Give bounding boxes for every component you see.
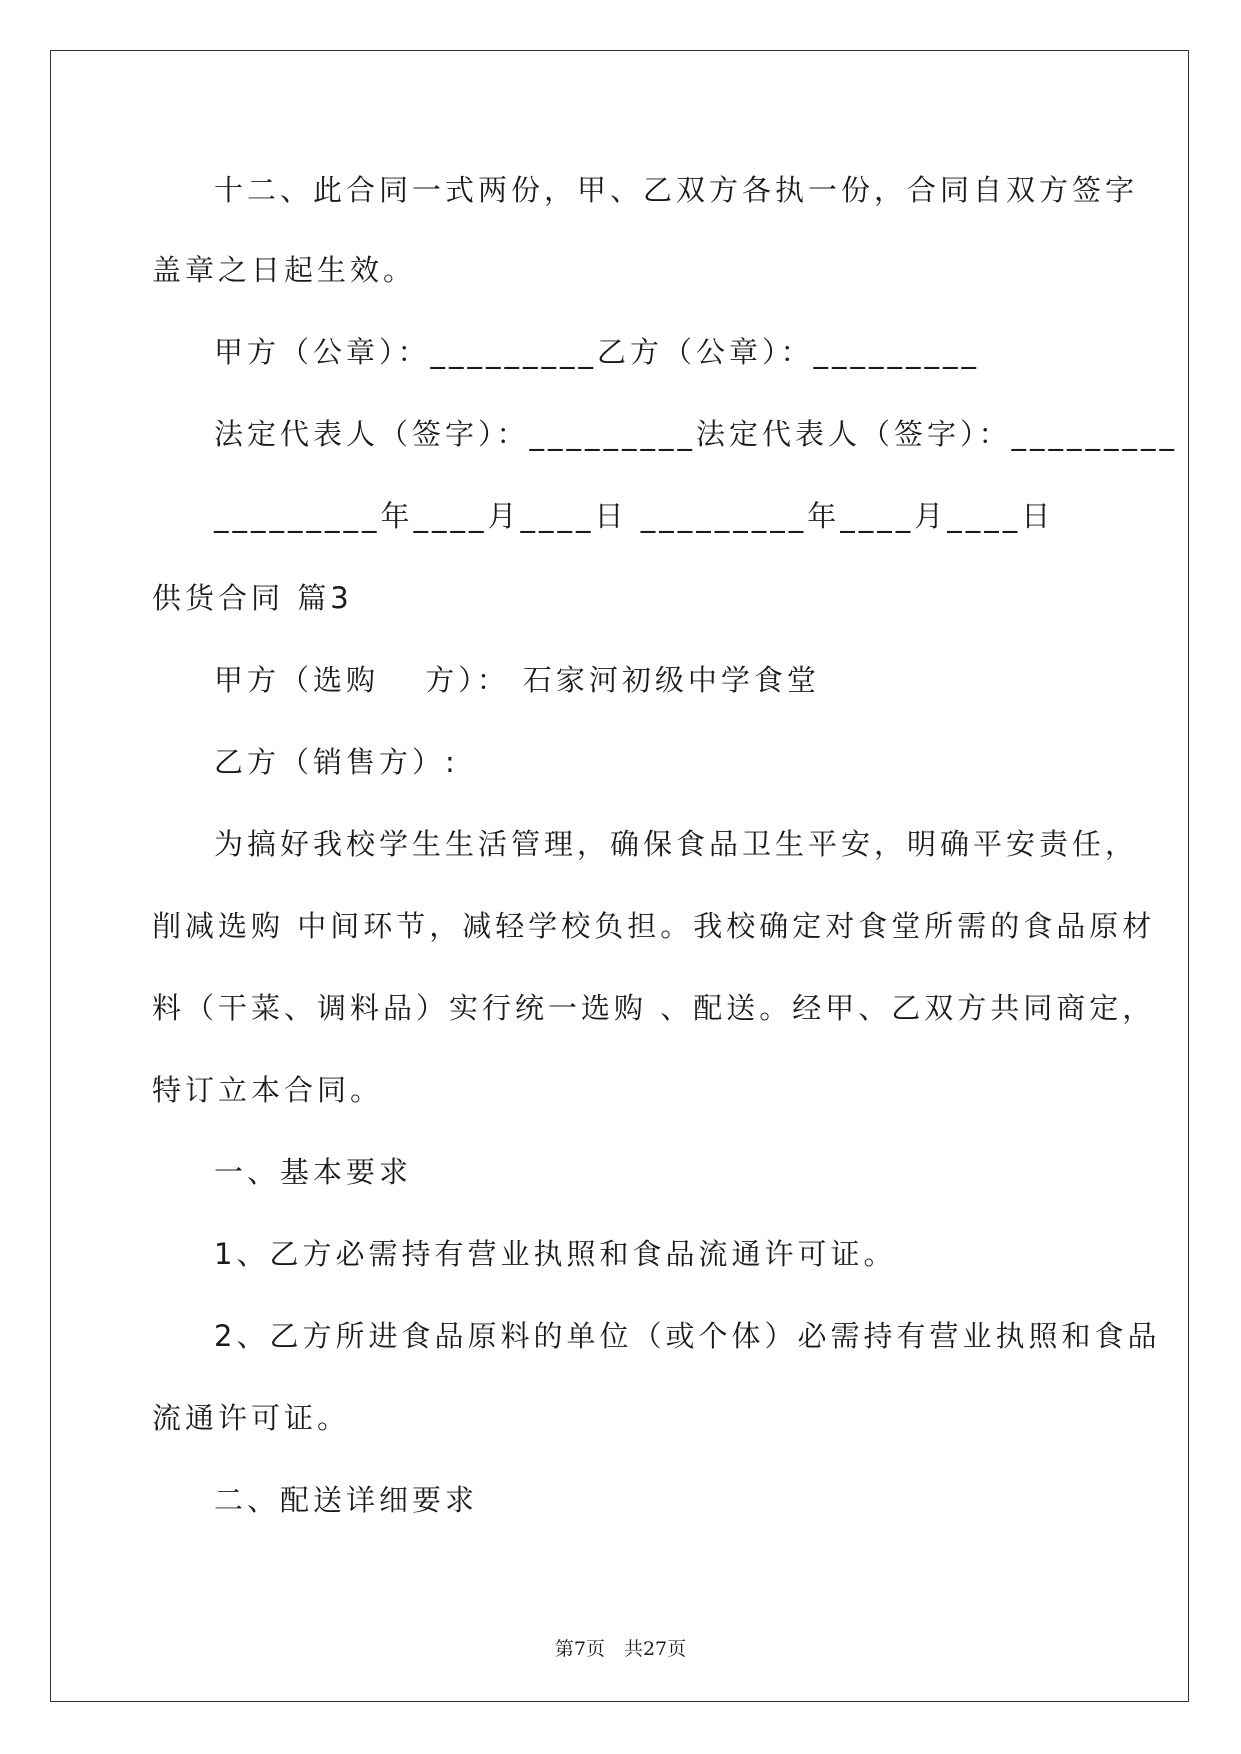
requirement-2-line-2: 流通许可证。 <box>152 1401 351 1435</box>
clause-12-line-1: 十二、此合同一式两份，甲、乙双方各执一份，合同自双方签字 <box>214 173 1139 207</box>
preamble-line-2: 削减选购 中间环节，减轻学校负担。我校确定对食堂所需的食品原材 <box>152 909 1156 943</box>
page-number-footer: 第7页 共27页 <box>554 1638 687 1660</box>
party-a-line: 甲方（选购 方）： 石家河初级中学食堂 <box>214 663 820 697</box>
preamble-line-3: 料（干菜、调料品）实行统一选购 、配送。经甲、乙双方共同商定， <box>152 991 1156 1025</box>
signing-dates-line: _________年____月____日 _________年____月____日 <box>214 499 1055 533</box>
basic-requirements-heading: 一、基本要求 <box>214 1155 413 1189</box>
preamble-line-4: 特订立本合同。 <box>152 1073 384 1107</box>
preamble-line-1: 为搞好我校学生生活管理，确保食品卫生平安，明确平安责任， <box>214 827 1139 861</box>
delivery-requirements-heading: 二、配送详细要求 <box>214 1483 479 1517</box>
requirement-2-line-1: 2、乙方所进食品原料的单位（或个体）必需持有营业执照和食品 <box>214 1319 1161 1353</box>
requirement-1: 1、乙方必需持有营业执照和食品流通许可证。 <box>214 1237 897 1271</box>
page-border <box>50 50 1189 1702</box>
section-heading: 供货合同 篇3 <box>152 581 353 615</box>
party-b-line: 乙方（销售方）: <box>214 745 459 779</box>
party-seals-line: 甲方（公章）：_________乙方（公章）：_________ <box>214 335 981 369</box>
legal-representatives-line: 法定代表人（签字）：_________法定代表人（签字）：_________ <box>214 417 1179 451</box>
clause-12-line-2: 盖章之日起生效。 <box>152 253 417 287</box>
